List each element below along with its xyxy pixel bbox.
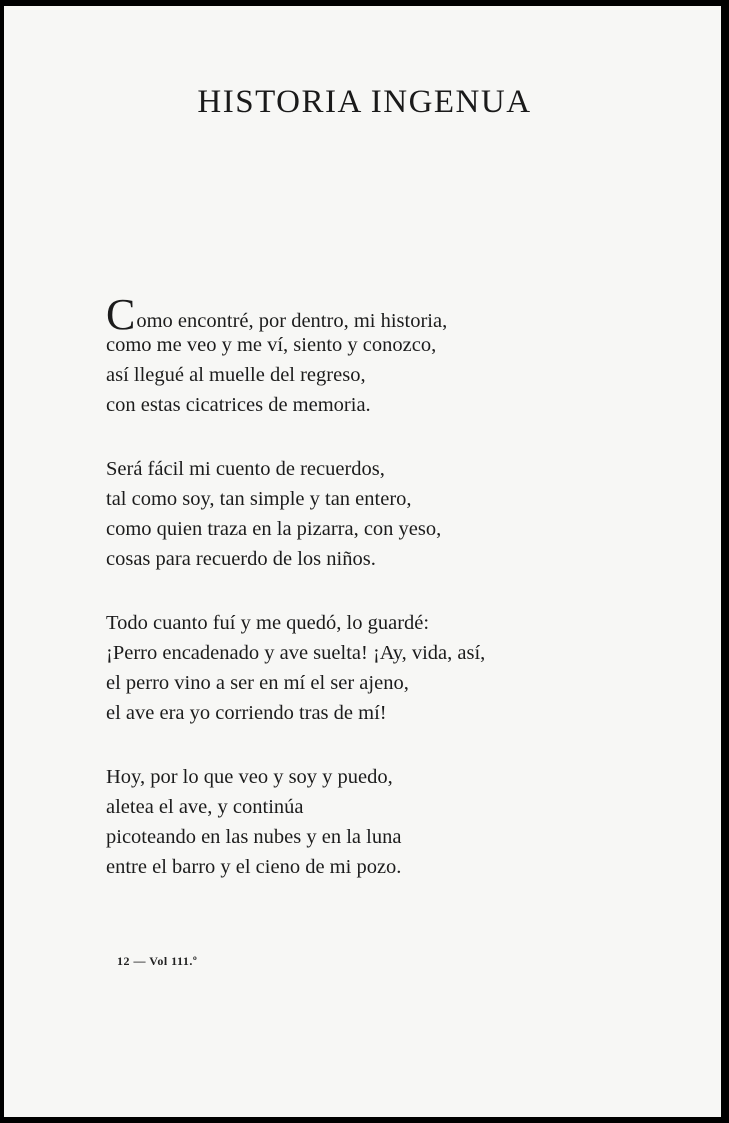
page-edge bbox=[719, 6, 721, 1117]
stanza-4 bbox=[106, 762, 666, 882]
poem-line: cosas para recuerdo de los niños. bbox=[106, 548, 376, 570]
poem-line: así llegué al muelle del regreso, bbox=[106, 364, 366, 386]
poem-line: picoteando en las nubes y en la luna bbox=[106, 826, 402, 848]
poem-line: con estas cicatrices de memoria. bbox=[106, 394, 371, 416]
poem-line: el perro vino a ser en mí el ser ajeno, bbox=[106, 672, 409, 694]
poem-line: Todo cuanto fuí y me quedó, lo guardé: bbox=[106, 612, 430, 634]
poem-line: tal como soy, tan simple y tan entero, bbox=[106, 488, 412, 510]
stanza-1 bbox=[106, 290, 666, 420]
poem-line: como me veo y me ví, siento y conozco, bbox=[106, 334, 437, 356]
poem-line: ¡Perro encadenado y ave suelta! ¡Ay, vida, así, bbox=[106, 642, 486, 664]
poem-line: el ave era yo corriendo tras de mí! bbox=[106, 702, 387, 724]
stanza-2 bbox=[106, 454, 666, 574]
poem-line: como quien traza en la pizarra, con yeso, bbox=[106, 518, 442, 540]
drop-cap: C bbox=[106, 290, 136, 339]
poem-line: Hoy, por lo que veo y soy y puedo, bbox=[106, 766, 393, 788]
poem-line: aletea el ave, y continúa bbox=[106, 796, 304, 818]
poem-line bbox=[106, 290, 666, 339]
poem-line-text: omo encontré, por dentro, mi historia, bbox=[136, 310, 448, 332]
poem-title: HISTORIA INGENUA bbox=[197, 84, 532, 120]
poem-line: entre el barro y el cieno de mi pozo. bbox=[106, 856, 402, 878]
poem-body bbox=[106, 290, 666, 916]
poem-line: Será fácil mi cuento de recuerdos, bbox=[106, 458, 385, 480]
stanza-3 bbox=[106, 608, 666, 728]
signature-mark: 12 — Vol 111.º bbox=[117, 954, 198, 968]
